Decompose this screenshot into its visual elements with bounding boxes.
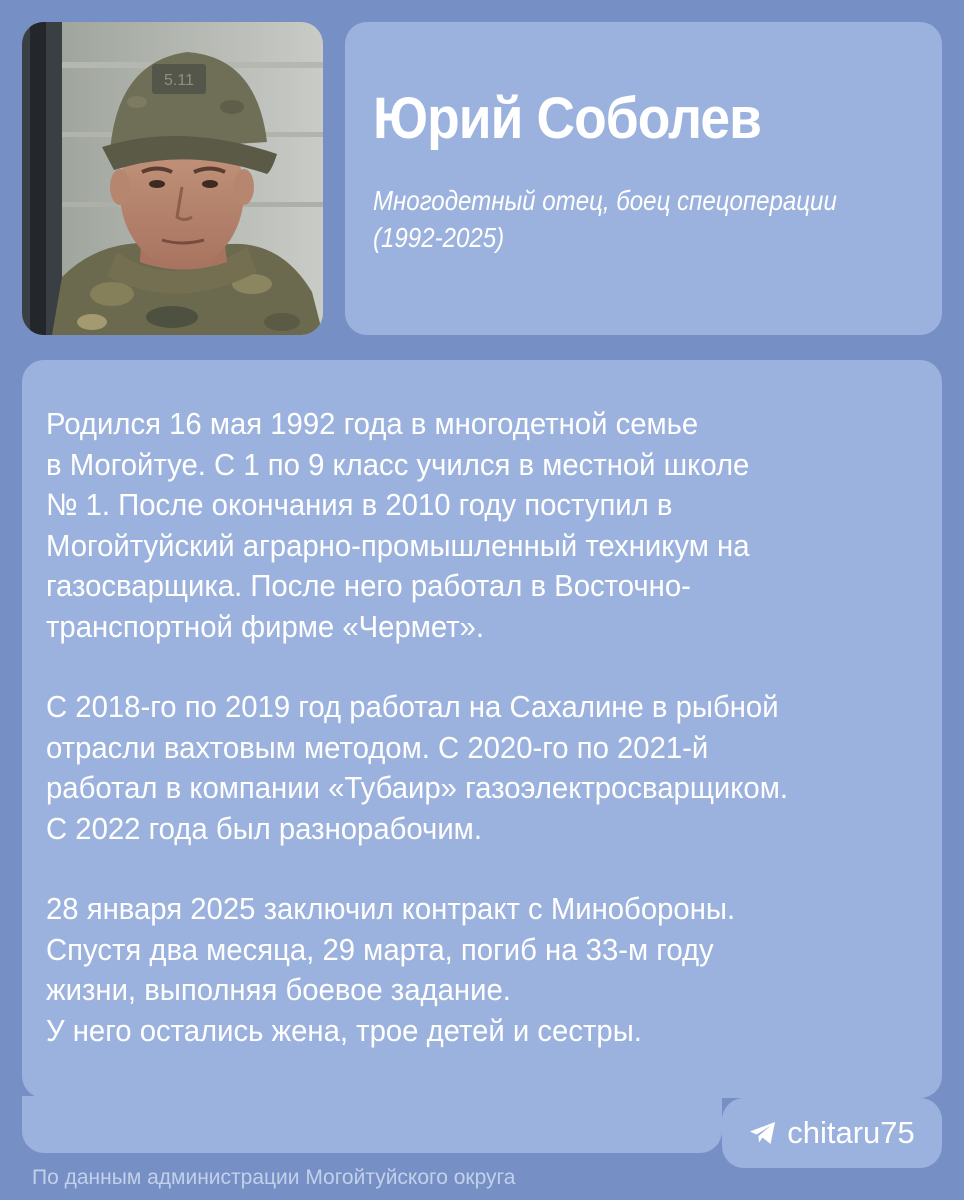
person-subtitle bbox=[373, 182, 906, 256]
cap-patch-text: 5.11 bbox=[164, 72, 194, 89]
bio-line: транспортной фирме «Чермет». bbox=[46, 608, 485, 644]
bio-line: Могойтуйский аграрно-промышленный техникум на bbox=[46, 527, 750, 563]
bio-line: Родился 16 мая 1992 года в многодетной семье bbox=[46, 406, 699, 441]
portrait-photo bbox=[22, 22, 323, 335]
bio-line: У него остались жена, трое детей и сестры. bbox=[46, 1012, 642, 1048]
bio-line: отрасли вахтовым методом. С 2020-го по 2021-й bbox=[46, 729, 709, 765]
person-name: Юрий Соболев bbox=[373, 86, 762, 151]
bio-line: в Могойтуе. С 1 по 9 класс учился в местной школе bbox=[46, 446, 750, 482]
biography-card bbox=[22, 360, 942, 1098]
biography-paragraph bbox=[46, 404, 925, 647]
subtitle-line: Многодетный отец, боец спецоперации bbox=[373, 185, 837, 216]
subtitle-line: (1992-2025) bbox=[373, 222, 505, 253]
header-card bbox=[345, 22, 942, 335]
bio-line: газосварщика. После него работал в Восточно- bbox=[46, 568, 691, 603]
card-footer-tab bbox=[22, 1096, 722, 1153]
telegram-icon bbox=[749, 1121, 777, 1145]
bio-line: работал в компании «Тубаир» газоэлектросварщиком. bbox=[46, 770, 789, 805]
bio-line: 28 января 2025 заключил контракт с Минобороны. bbox=[46, 891, 736, 926]
bio-line: № 1. После окончания в 2010 году поступил в bbox=[46, 487, 673, 522]
bio-line: С 2018-го по 2019 год работал на Сахалине в рыбной bbox=[46, 689, 779, 724]
bio-line: Спустя два месяца, 29 марта, погиб на 33-м году bbox=[46, 931, 714, 967]
source-caption: По данным администрации Могойтуйского округа bbox=[32, 1166, 516, 1189]
bio-line: С 2022 года был разнорабочим. bbox=[46, 810, 482, 846]
biography-paragraph bbox=[46, 687, 925, 849]
biography-paragraph bbox=[46, 889, 925, 1051]
channel-handle[interactable]: chitaru75 bbox=[787, 1115, 915, 1150]
channel-badge[interactable] bbox=[722, 1098, 942, 1168]
portrait-image bbox=[22, 22, 323, 335]
bio-line: жизни, выполняя боевое задание. bbox=[46, 972, 511, 1007]
